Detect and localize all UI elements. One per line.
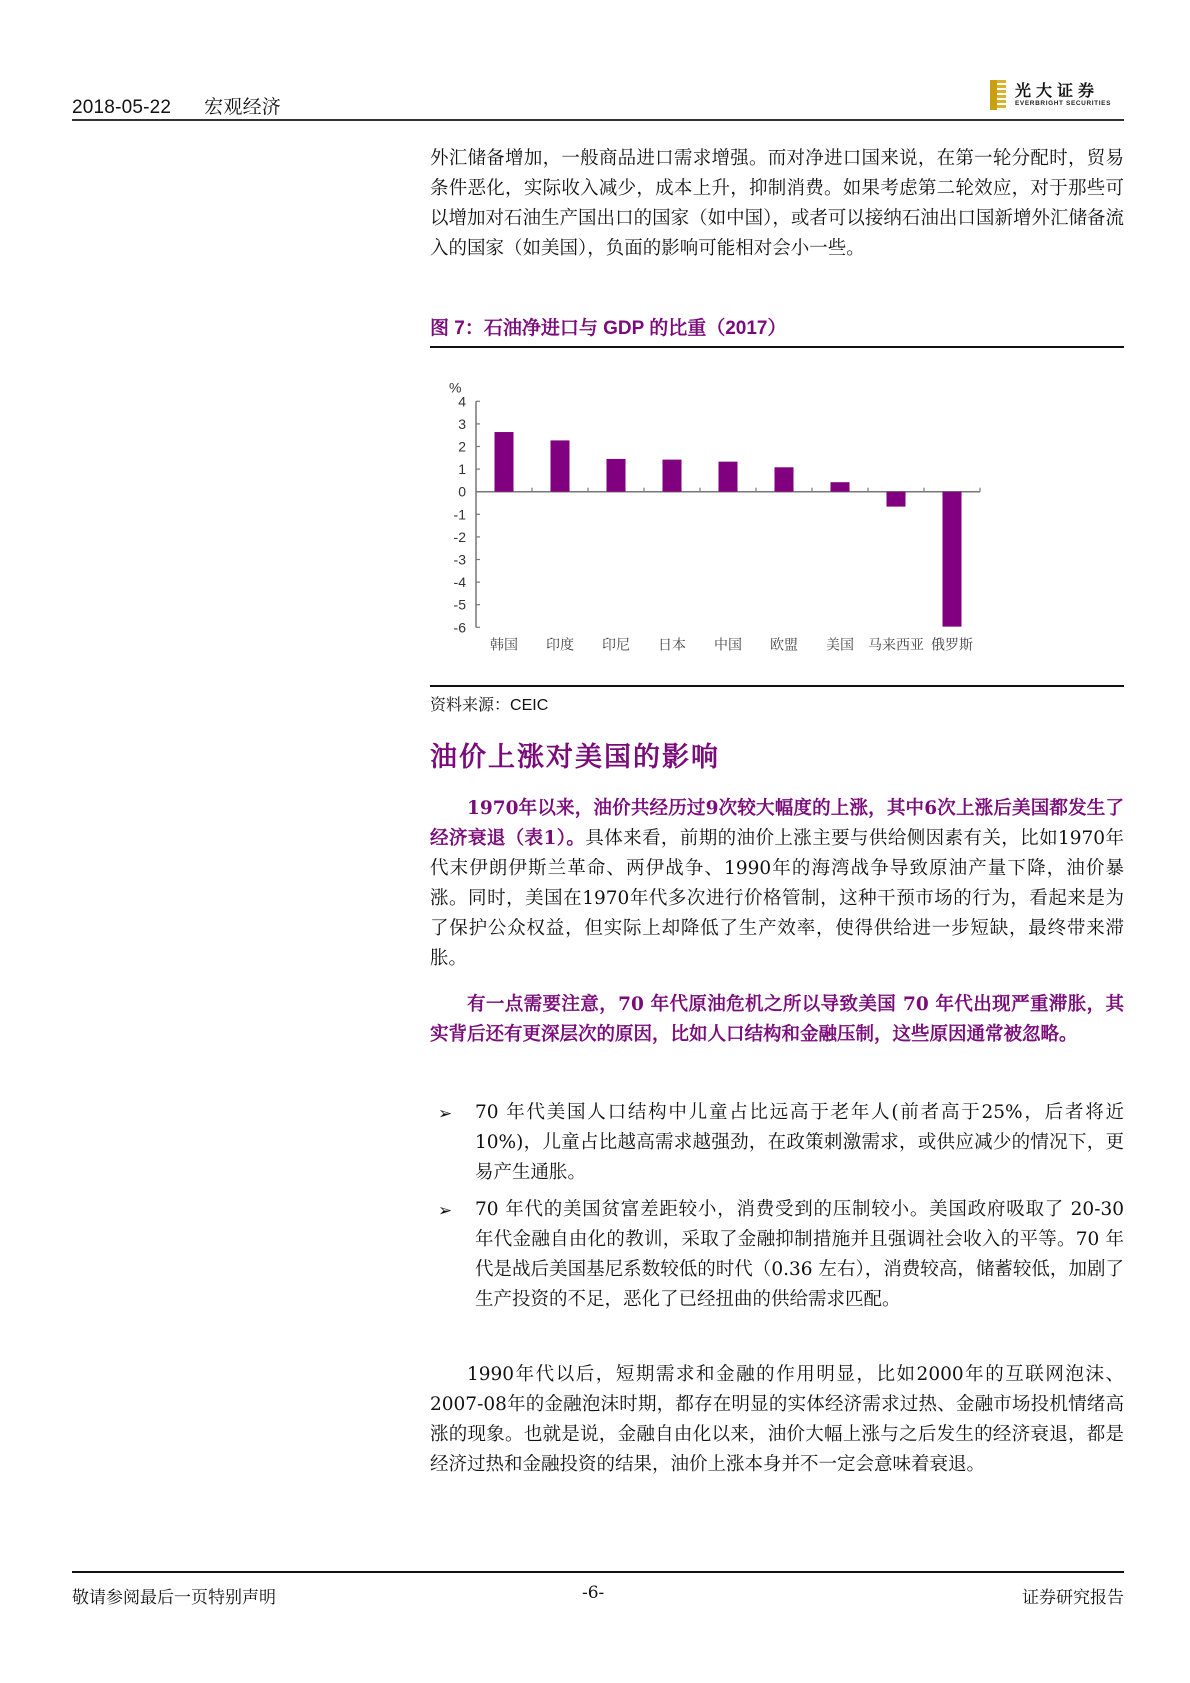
x-tick-label: 欧盟 (770, 637, 798, 654)
x-tick-label: 俄罗斯 (931, 637, 973, 654)
figure-bottom-rule (430, 685, 1124, 687)
bar (495, 432, 514, 492)
section-paragraph-2 (430, 990, 1124, 1050)
report-header (72, 92, 281, 119)
y-tick-label: 0 (458, 483, 466, 500)
section-paragraph-1 (430, 794, 1124, 974)
bar (607, 459, 626, 492)
bullet-item-1 (438, 1098, 1124, 1188)
y-tick-label: -6 (453, 619, 466, 636)
bar (719, 462, 738, 492)
bullet-text: 70 年代的美国贫富差距较小，消费受到的压制较小。美国政府吸取了 20-30 年代金融自由化的教训，采取了金融抑制措施并且强调社会收入的平等。70 年代是战后美国基尼系数较低的时代（0.36 左右），消费较高，储蓄较低，加剧了生产投资的不足，恶化了已经扭曲的供给需求匹配。 (475, 1199, 1124, 1310)
p1-highlight: 1970年以来，油价共经历过9次较大幅度的上涨，其中6次上涨后美国都发生了经济衰退（表1）。 (430, 798, 1124, 849)
bullet-text: 70 年代美国人口结构中儿童占比远高于老年人(前者高于25%，后者将近 10%)，儿童占比越高需求越强劲，在政策刺激需求，或供应减少的情况下，更易产生通胀。 (475, 1102, 1124, 1183)
y-tick-label: 3 (458, 415, 466, 432)
logo-mark-icon (990, 80, 1006, 110)
x-tick-label: 中国 (714, 637, 742, 654)
figure-top-rule (430, 346, 1124, 348)
x-tick-label: 日本 (658, 637, 686, 654)
p2-highlight: 有一点需要注意，70 年代原油危机之所以导致美国 70 年代出现严重滞胀，其实背后还有更深层次的原因，比如人口结构和金融压制，这些原因通常被忽略。 (430, 994, 1124, 1045)
y-tick-label: -1 (453, 506, 466, 523)
page-number: -6- (582, 1583, 605, 1603)
y-tick-label: 2 (458, 438, 466, 455)
p3-text: 1990年代以后，短期需求和金融的作用明显，比如2000年的互联网泡沫、2007-08年的金融泡沫时期，都存在明显的实体经济需求过热、金融市场投机情绪高涨的现象。也就是说，金融自由化以来，油价大幅上涨与之后发生的经济衰退，都是经济过热和金融投资的结果，油价上涨本身并不一定会意味着衰退。 (430, 1364, 1124, 1475)
logo-en-text: EVERBRIGHT SECURITIES (1015, 100, 1112, 107)
arrow-bullet-icon: ➢ (438, 1104, 453, 1124)
intro-paragraph-text: 外汇储备增加，一般商品进口需求增强。而对净进口国来说，在第一轮分配时，贸易条件恶化，实际收入减少，成本上升，抑制消费。如果考虑第二轮效应，对于那些可以增加对石油生产国出口的国家（如中国），或者可以接纳石油出口国新增外汇储备流入的国家（如美国），负面的影响可能相对会小一些。 (430, 148, 1124, 259)
bar (551, 440, 570, 491)
y-tick-label: -3 (453, 551, 466, 568)
logo-cn-text: 光大证券 (1015, 81, 1100, 100)
x-tick-label: 美国 (826, 637, 854, 654)
bar (831, 482, 850, 491)
header-divider (72, 119, 1124, 121)
y-tick-label: 1 (458, 461, 466, 478)
p1-body: 具体来看，前期的油价上涨主要与供给侧因素有关，比如1970年代末伊朗伊斯兰革命、两伊战争、1990年的海湾战争导致原油产量下降，油价暴涨。同时，美国在1970年代多次进行价格管制，这种干预市场的行为，看起来是为了保护公众权益，但实际上却降低了生产效率，使得供给进一步短缺，最终带来滞胀。 (430, 828, 1124, 969)
company-logo (990, 78, 1125, 112)
y-tick-label: 4 (458, 393, 466, 410)
y-tick-label: -4 (453, 574, 466, 591)
figure-source (430, 692, 548, 715)
footer-disclaimer: 敬请参阅最后一页特别声明 (72, 1588, 276, 1608)
source-label: 资料来源： (430, 695, 511, 714)
bar-chart (430, 350, 1124, 680)
y-axis-unit-label: % (449, 379, 462, 396)
intro-paragraph (430, 144, 1124, 264)
x-tick-label: 印尼 (602, 637, 630, 654)
arrow-bullet-icon: ➢ (438, 1201, 453, 1221)
y-tick-label: -2 (453, 528, 466, 545)
report-category: 宏观经济 (204, 96, 281, 118)
x-tick-label: 韩国 (490, 637, 518, 654)
source-value: CEIC (510, 697, 549, 714)
bar (663, 460, 682, 492)
bullet-item-2 (438, 1195, 1124, 1315)
bar (943, 492, 962, 627)
x-tick-label: 马来西亚 (868, 637, 924, 654)
section-title: 油价上涨对美国的影响 (430, 742, 720, 773)
section-paragraph-3 (430, 1360, 1124, 1480)
footer-report-type: 证券研究报告 (1022, 1588, 1124, 1608)
report-date: 2018-05-22 (72, 97, 172, 118)
bar (887, 492, 906, 507)
footer-divider (72, 1571, 1124, 1573)
chart-canvas (430, 350, 1124, 680)
x-tick-label: 印度 (546, 637, 574, 654)
y-tick-label: -5 (453, 596, 466, 613)
figure-title: 图 7：石油净进口与 GDP 的比重（2017） (430, 318, 787, 339)
bar (775, 467, 794, 491)
